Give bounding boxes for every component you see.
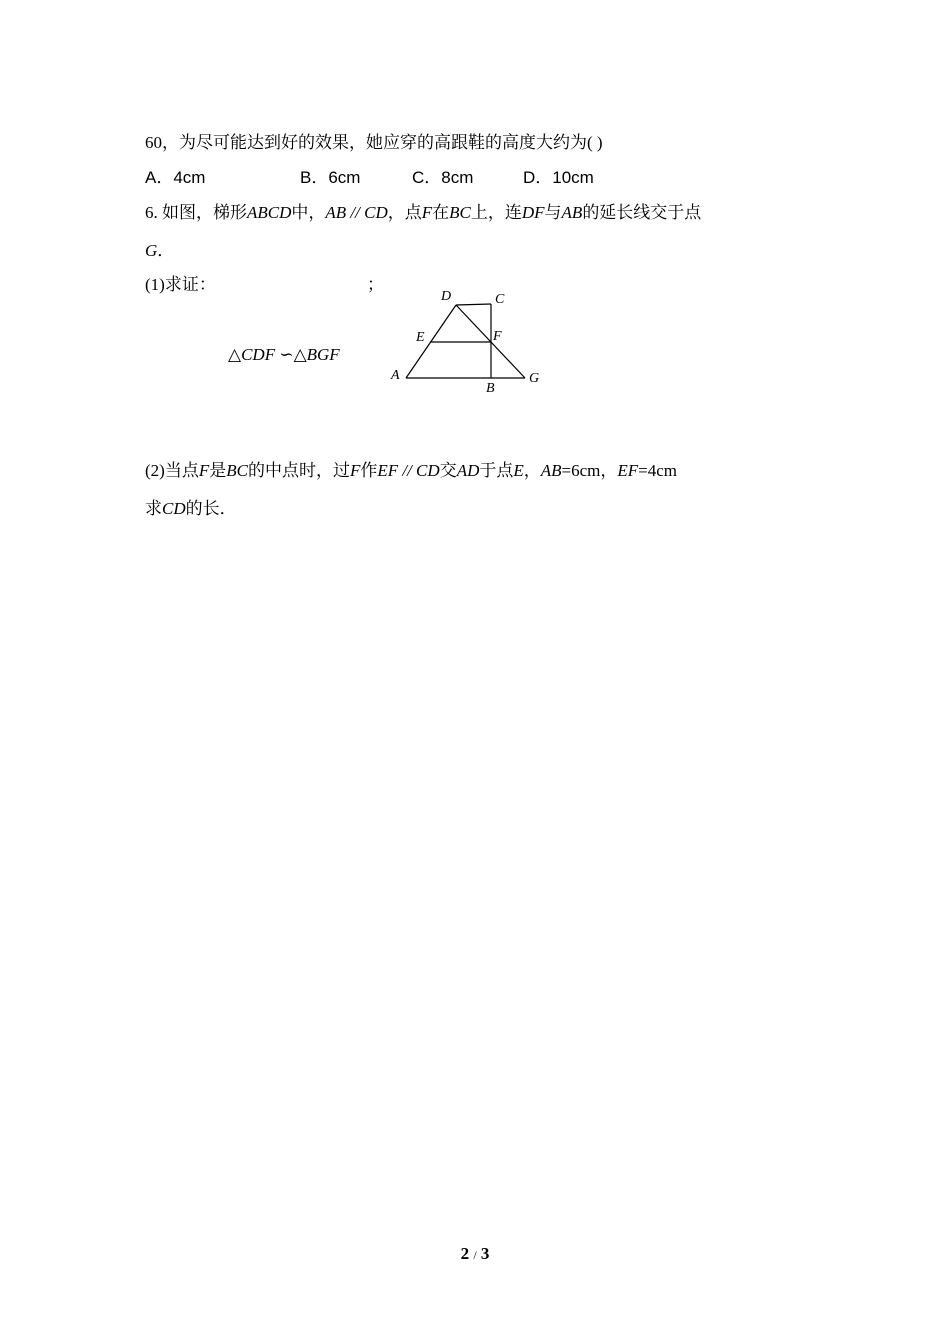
label-f: F (493, 329, 502, 344)
question-6-stem: 6. 如图，梯形ABCD中，AB // CD，点F在BC上，连DF与AB的延长线交于点 (145, 203, 702, 222)
label-g: G (529, 371, 540, 386)
question-6-stem-cont: G． (145, 241, 175, 260)
option-b: B．6cm (300, 168, 361, 187)
part-2-text: (2)当点F是BC的中点时，过F作EF // CD交AD于点E，AB=6cm，EF=4cm (145, 461, 678, 480)
option-c: C．8cm (412, 168, 474, 187)
similarity-statement: △CDF ∽△BGF (228, 345, 340, 364)
label-c: C (495, 292, 505, 307)
part-2-text-cont: 求CD的长． (145, 499, 237, 518)
question-5-text: 60，为尽可能达到好的效果，她应穿的高跟鞋的高度大约为( ) (145, 133, 603, 152)
part-1-semicolon: ； (367, 275, 384, 294)
label-d: D (441, 289, 452, 304)
label-b: B (486, 381, 495, 396)
part-1-label: (1)求证： (145, 275, 216, 294)
option-a: A．4cm (145, 168, 206, 187)
label-e: E (416, 330, 425, 345)
trapezoid-figure (380, 285, 550, 400)
option-d: D．10cm (523, 168, 594, 187)
label-a: A (391, 368, 400, 383)
page-number: 2 / 3 (460, 1244, 490, 1263)
